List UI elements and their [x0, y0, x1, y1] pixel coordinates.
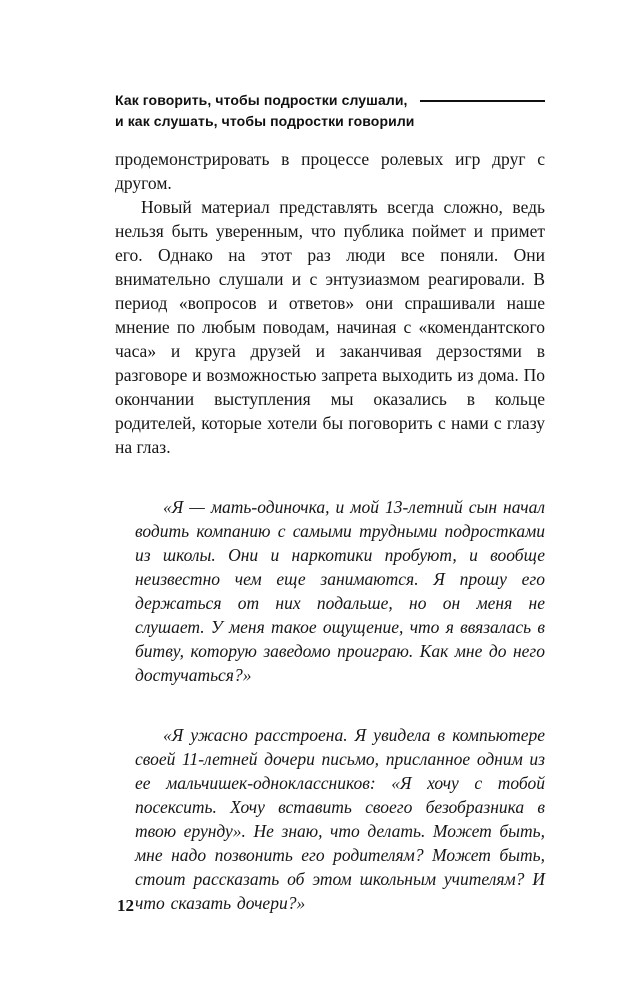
text-block: [115, 147, 545, 915]
page-number: 12: [117, 896, 134, 915]
running-head-line1: Как говорить, чтобы подростки слушали,: [115, 92, 408, 108]
body-paragraph-continuation: продемонстрировать в процессе ролевых игр друг с другом.: [115, 149, 545, 193]
running-head-row: [115, 90, 545, 111]
header-rule: [420, 100, 545, 102]
page-content: [115, 90, 545, 915]
running-head-line2: и как слушать, чтобы подростки говорили: [115, 113, 415, 129]
running-head: [115, 90, 545, 132]
parent-quote-1: «Я — мать-одиночка, и мой 13-летний сын начал водить компанию с самыми трудными подростками из школы. Они и наркотики пробуют, и вообще неизвестно чем еще занимаются. Я прошу его держаться от них подальше, но он меня не слушает. У меня такое ощущение, что я ввязалась в битву, которую заведомо проиграю. Как мне до него достучаться?»: [135, 497, 545, 685]
parent-quote-2: «Я ужасно расстроена. Я увидела в компьютере своей 11-летней дочери письмо, присланное одним из ее мальчишек-одноклассников: «Я хочу с тобой посексить. Хочу вставить своего безобразника в твою ерунду». Не знаю, что делать. Может быть, мне надо позвонить его родителям? Может быть, стоит рассказать об этом школьным учителям? И что сказать дочери?»: [135, 725, 545, 913]
body-paragraph: Новый материал представлять всегда сложно, ведь нельзя быть уверенным, что публика поймет и примет его. Однако на этот раз люди все поняли. Они внимательно слушали и с энтузиазмом реагировали. В период «вопросов и ответов» они спрашивали наше мнение по любым поводам, начиная с «комендантского часа» и круга друзей и заканчивая дерзостями в разговоре и возможностью запрета выходить из дома. По окончании выступления мы оказались в кольце родителей, которые хотели бы поговорить с нами с глазу на глаз.: [115, 197, 545, 457]
